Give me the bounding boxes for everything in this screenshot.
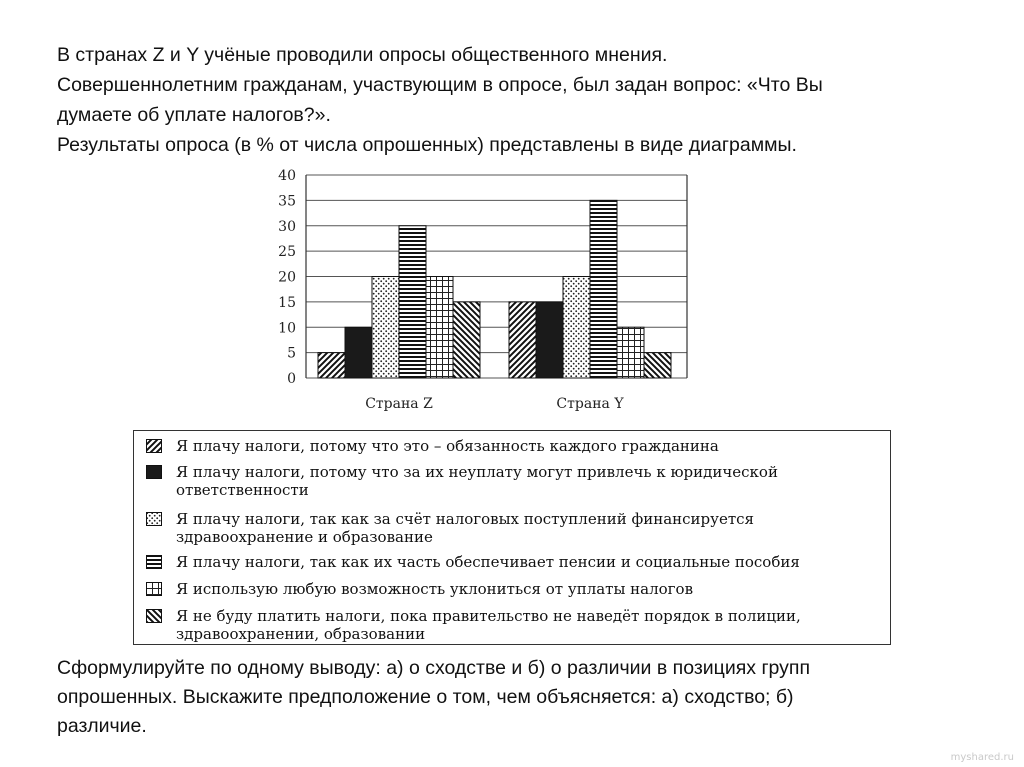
legend-swatch-icon — [146, 582, 162, 596]
legend-swatch-icon — [146, 609, 162, 623]
bar — [563, 277, 590, 379]
intro-line: Результаты опроса (в % от числа опрошенных) представлены в виде диаграммы. — [57, 134, 797, 156]
y-tick-label: 15 — [278, 294, 296, 311]
bar — [372, 277, 399, 379]
legend-label: Я плачу налоги, так как их часть обеспечивает пенсии и социальные пособия — [176, 553, 800, 571]
y-tick-label: 40 — [278, 168, 296, 184]
x-axis-labels — [365, 396, 624, 412]
legend-label: Я плачу налоги, потому что это – обязанность каждого гражданина — [176, 437, 719, 455]
legend-label: Я плачу налоги, потому что за их неуплату могут привлечь к юридической ответственности — [176, 463, 778, 499]
bar — [345, 327, 372, 378]
intro-line: Совершеннолетним гражданам, участвующим в опросе, был задан вопрос: «Что Вы — [57, 74, 823, 96]
task-line: Сформулируйте по одному выводу: а) о сходстве и б) о различии в позициях групп — [57, 657, 811, 679]
bar — [399, 226, 426, 378]
intro-line: В странах Z и Y учёные проводили опросы общественного мнения. — [57, 44, 668, 66]
x-category-label: Страна Z — [365, 396, 433, 412]
y-tick-label: 5 — [287, 345, 296, 362]
legend-label: Я использую любую возможность уклониться от уплаты налогов — [176, 580, 694, 598]
bar — [536, 302, 563, 378]
bar — [590, 200, 617, 378]
legend — [133, 430, 891, 645]
legend-item — [146, 463, 876, 499]
bar — [318, 353, 345, 378]
bar — [644, 353, 671, 378]
intro-line: думаете об уплате налогов?». — [57, 104, 331, 126]
legend-item — [146, 437, 876, 455]
bar — [617, 327, 644, 378]
task-line: опрошенных. Выскажите предположение о том, чем объясняется: а) сходство; б) — [57, 686, 794, 708]
y-tick-label: 10 — [278, 320, 296, 337]
bar — [509, 302, 536, 378]
legend-label: Я плачу налоги, так как за счёт налоговых поступлений финансируется здравоохранение и образование — [176, 510, 755, 546]
legend-swatch-icon — [146, 555, 162, 569]
y-tick-label: 35 — [278, 193, 296, 210]
legend-label: Я не буду платить налоги, пока правительство не наведёт порядок в полиции, здравоохранении, образовании — [176, 607, 801, 643]
y-tick-label: 30 — [278, 218, 296, 235]
legend-swatch-icon — [146, 439, 162, 453]
legend-swatch-icon — [146, 512, 162, 526]
legend-item — [146, 553, 876, 571]
bars — [318, 200, 671, 378]
bar-chart — [250, 160, 710, 425]
legend-swatch-icon — [146, 465, 162, 479]
x-category-label: Страна Y — [556, 396, 624, 412]
y-tick-label: 25 — [278, 244, 296, 261]
intro-text — [57, 40, 987, 160]
task-line: различие. — [57, 715, 147, 737]
bar — [453, 302, 480, 378]
bar — [426, 277, 453, 379]
legend-item — [146, 607, 876, 643]
y-tick-label: 0 — [287, 371, 296, 387]
task-text — [57, 654, 987, 741]
watermark: myshared.ru — [950, 752, 1014, 763]
legend-item — [146, 580, 876, 598]
y-tick-label: 20 — [278, 269, 296, 286]
legend-item — [146, 510, 876, 546]
y-axis-ticks — [278, 168, 296, 387]
